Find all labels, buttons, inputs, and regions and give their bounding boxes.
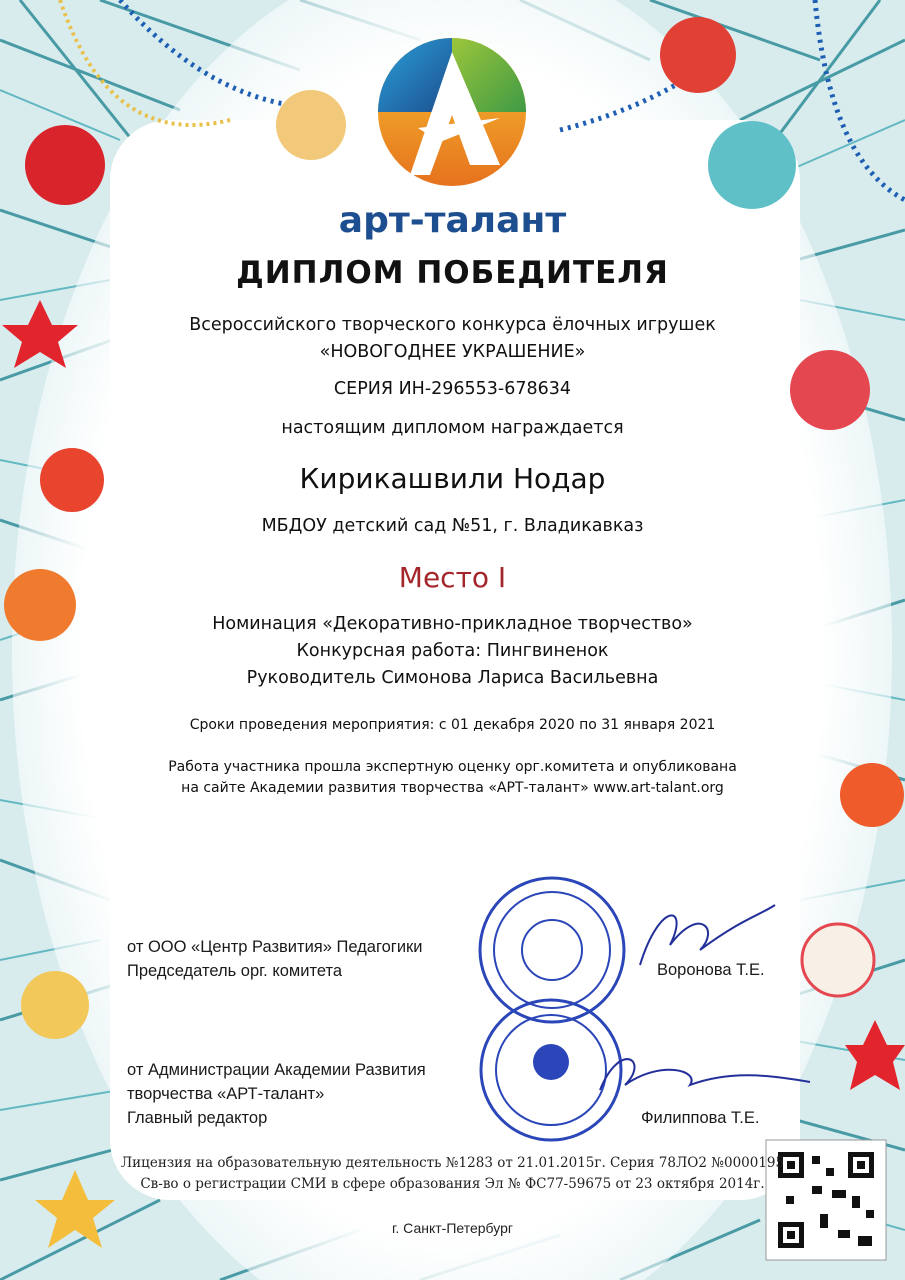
winner-name: Кирикашвили Нодар bbox=[299, 462, 606, 495]
contest-work: Конкурсная работа: Пингвиненок bbox=[296, 641, 609, 661]
signer-1-name: Воронова Т.Е. bbox=[657, 961, 765, 979]
brand-name: арт-талант bbox=[338, 200, 567, 241]
event-dates: Сроки проведения мероприятия: с 01 декабря 2020 по 31 января 2021 bbox=[189, 717, 716, 733]
signature-block-1 bbox=[127, 935, 422, 983]
city: г. Санкт-Петербург bbox=[392, 1220, 513, 1236]
contest-line-2: «НОВОГОДНЕЕ УКРАШЕНИЕ» bbox=[319, 342, 586, 362]
contest-line-1: Всероссийского творческого конкурса ёлочных игрушек bbox=[189, 315, 716, 335]
series-number: СЕРИЯ ИН-296553-678634 bbox=[333, 379, 572, 399]
signature-block-2 bbox=[127, 1058, 426, 1130]
sig1-line1: от ООО «Центр Развития» Педагогики bbox=[127, 938, 423, 956]
art-talant-logo bbox=[378, 38, 526, 186]
review-line-2: на сайте Академии развития творчества «АРТ-талант» www.art-talant.org bbox=[181, 780, 724, 796]
license-line-1: Лицензия на образовательную деятельность №1283 от 21.01.2015г. Серия 78ЛО2 №0000195 bbox=[120, 1155, 785, 1171]
leader: Руководитель Симонова Лариса Васильевна bbox=[246, 668, 659, 688]
awarded-text: настоящим дипломом награждается bbox=[281, 418, 624, 438]
signer-2-name: Филиппова Т.Е. bbox=[641, 1109, 760, 1127]
sig2-line3: Главный редактор bbox=[127, 1109, 268, 1127]
sig1-line2: Председатель орг. комитета bbox=[127, 962, 343, 980]
nomination: Номинация «Декоративно-прикладное творчество» bbox=[212, 614, 693, 634]
sig2-line2: творчества «АРТ-талант» bbox=[127, 1085, 325, 1103]
license-line-2: Св-во о регистрации СМИ в сфере образования Эл № ФС77-59675 от 23 октября 2014г. bbox=[140, 1176, 765, 1192]
winner-organization: МБДОУ детский сад №51, г. Владикавказ bbox=[261, 516, 644, 536]
review-line-1: Работа участника прошла экспертную оценку орг.комитета и опубликована bbox=[168, 759, 737, 775]
sig2-line1: от Администрации Академии Развития bbox=[127, 1061, 426, 1079]
diploma-title: ДИПЛОМ ПОБЕДИТЕЛЯ bbox=[236, 255, 669, 291]
place-title: Место I bbox=[398, 561, 507, 594]
